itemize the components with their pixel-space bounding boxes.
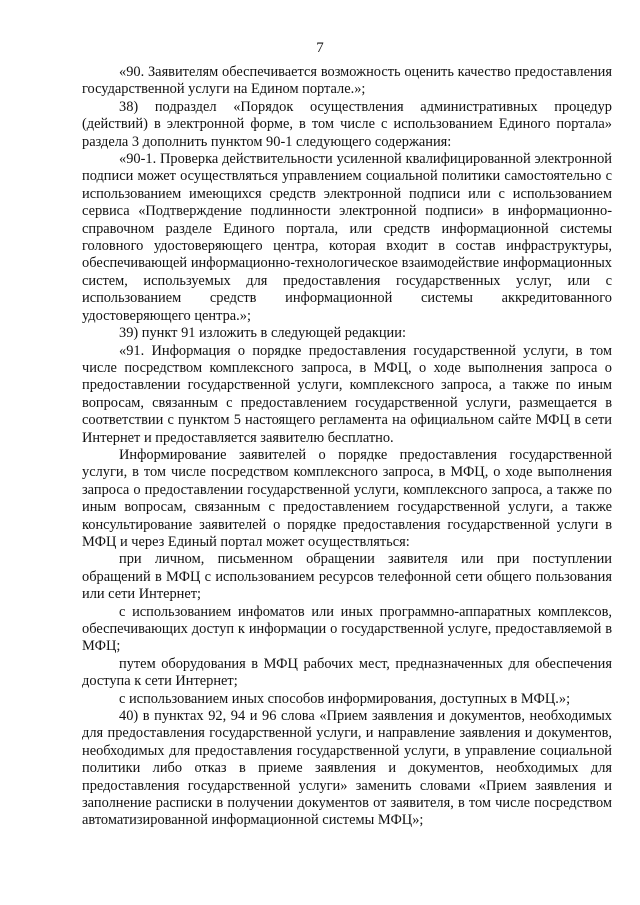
page-number: 7 — [316, 40, 324, 56]
document-body — [82, 64, 612, 830]
paragraph-workplaces: путем оборудования в МФЦ рабочих мест, предназначенных для обеспечения доступа к сети Интернет; — [82, 655, 612, 690]
paragraph-amendment-38: 38) подраздел «Порядок осуществления административных процедур (действий) в электронной форме, в том числе с использованием Единого портала» раздела 3 дополнить пунктом 90-1 следующего содержания: — [82, 98, 612, 150]
paragraph-personal-appeal: при личном, письменном обращении заявителя или при поступлении обращений в МФЦ с использованием ресурсов телефонной сети общего пользования или сети Интернет; — [82, 551, 612, 603]
paragraph-item-90: «90. Заявителям обеспечивается возможность оценить качество предоставления государственной услуги на Едином портале.»; — [82, 64, 612, 98]
paragraph-infomats: с использованием инфоматов или иных программно-аппаратных комплексов, обеспечивающих доступ к информации о государственной услуге, предоставляемой в МФЦ; — [82, 603, 612, 655]
paragraph-amendment-39: 39) пункт 91 изложить в следующей редакции: — [119, 325, 406, 342]
paragraph-informing: Информирование заявителей о порядке предоставления государственной услуги, в том числе посредством комплексного запроса, в МФЦ, о ходе выполнения запроса о предоставлении государственной услуги, комплексного запроса, а также по иным вопросам, связанным с предоставлением государственной услуги, а также консультирование заявителей о порядке предоставления государственной услуги в МФЦ и через Единый портал может осуществляться: — [82, 446, 612, 550]
paragraph-amendment-40: 40) в пунктах 92, 94 и 96 слова «Прием заявления и документов, необходимых для предоставления государственной услуги, и направление заявления и документов, необходимых для предоставления государственной услуги, в управление социальной политики либо отказ в приеме заявления и документов, необходимых для предоставления государственной услуги» заменить словами «Прием заявления и заполнение расписки в получении документов от заявителя, в том числе посредством автоматизированной информационной системы МФЦ»; — [82, 708, 612, 829]
paragraph-other-methods: с использованием иных способов информирования, доступных в МФЦ.»; — [119, 690, 571, 707]
paragraph-item-91: «91. Информация о порядке предоставления государственной услуги, в том числе посредством комплексного запроса, в МФЦ, о ходе выполнения запроса о предоставлении государственной услуги, комплексного запроса, а также по иным вопросам, связанным с предоставлением государственной услуги, размещается в соответствии с пунктом 5 настоящего регламента на официальном сайте МФЦ в сети Интернет и предоставляется заявителю бесплатно. — [82, 342, 612, 446]
paragraph-item-90-1: «90-1. Проверка действительности усиленной квалифицированной электронной подписи может осуществляться управлением социальной политики самостоятельно с использованием имеющихся средств электронной подписи или с использованием сервиса «Подтверждение подлинности электронной подписи» в информационно-справочном разделе Единого портала, или средств информационной системы головного удостоверяющего центра, которая входит в состав инфраструктуры, обеспечивающей информационно-технологическое взаимодействие информационных систем, используемых для предоставления государственных услуг, или с использованием средств информационной системы аккредитованного удостоверяющего центра.»; — [82, 151, 612, 324]
